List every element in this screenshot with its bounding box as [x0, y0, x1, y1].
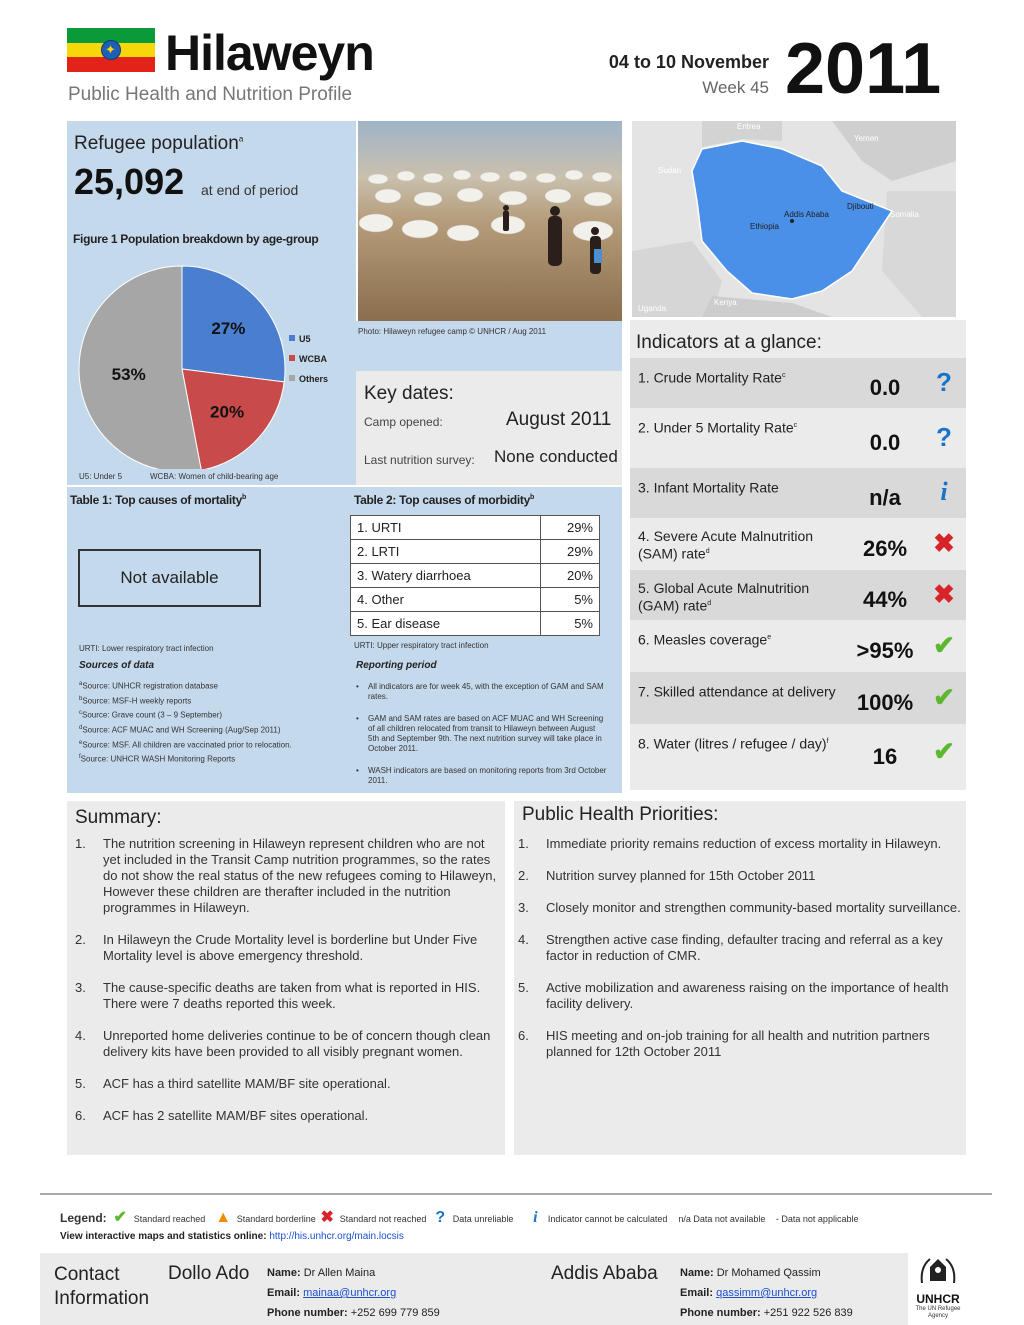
indicator-value: 44% [862, 587, 908, 612]
reporting-year: 2011 [785, 29, 942, 109]
unhcr-logo-text: UNHCR [916, 1292, 960, 1306]
survey-value: None conducted [494, 447, 618, 466]
online-line [60, 1231, 404, 1242]
population-pie-chart [67, 249, 356, 469]
indicator-row [630, 620, 966, 672]
morbidity-footnote: URTI: Upper respiratory tract infection [354, 641, 489, 650]
reporting-item: • WASH indicators are based on monitoring reports from 3rd October 2011. [356, 766, 607, 785]
photo-caption: Photo: Hilaweyn refugee camp © UNHCR / Aug 2011 [358, 327, 547, 336]
camp-photo-illustration [358, 121, 622, 321]
list-item: 1. The nutrition screening in Hilaweyn represent children who are not yet included in the Transit Camp nutrition programmes, so the rates do not show the real status of the new refugees coming to Hilaweyn, However these children are therafter included in the nutrition programmes in Hilaweyn. [75, 836, 497, 915]
source-item: $^a$Source: UNHCR registration database [79, 681, 218, 691]
pie-label-others: 53% [111, 365, 146, 385]
indicator-name: 8. Water (litres / refugee / day)$^f$ [638, 735, 829, 752]
contact-loc2-details: Name: Dr Mohamed Qassim Email: qassimm@unhcr.org Phone number: +251 922 526 839 [680, 1267, 853, 1319]
table-row [351, 540, 600, 564]
footer-divider [40, 1193, 992, 1195]
legend-swatch-u5 [289, 335, 295, 341]
indicator-name: 2. Under 5 Mortality Rate$^c$ [638, 419, 798, 436]
indicator-value: 100% [856, 690, 914, 715]
list-item: 2. In Hilaweyn the Crude Mortality level is borderline but Under Five Mortality level is above emergency threshold. [75, 932, 478, 963]
reporting-item: • All indicators are for week 45, with the exception of GAM and SAM rates. [356, 682, 604, 701]
table-row [351, 612, 600, 636]
region-map-illustration [632, 121, 956, 317]
source-item: $^c$Source: Grave count (3 – 9 September) [79, 710, 223, 720]
page-title: Hilaweyn [165, 25, 374, 81]
indicator-row [630, 408, 966, 468]
map-label-kenya: Kenya [714, 298, 737, 307]
source-item: $^d$Source: ACF MUAC and WH Screening (Aug/Sep 2011) [79, 724, 281, 735]
tables-panel [67, 487, 622, 793]
list-item: 2. Nutrition survey planned for 15th October 2011 [518, 868, 816, 883]
table-row [351, 516, 600, 540]
source-item: $^f$Source: UNHCR WASH Monitoring Reports [79, 754, 236, 764]
unhcr-logo-sub: The UN Refugee Agency [915, 1306, 961, 1319]
photo-caption-panel [356, 321, 622, 371]
morbidity-table-title: Table 2: Top causes of morbidity$^b$ [354, 493, 534, 507]
cross-icon: ✖ [320, 1209, 334, 1226]
ethiopia-flag [67, 28, 155, 72]
info-icon: i [533, 1209, 538, 1226]
indicator-row [630, 672, 966, 724]
legend-swatch-others [289, 375, 295, 381]
morbidity-table [350, 515, 600, 636]
morbidity-cause: 1. URTI [351, 516, 541, 540]
legend-label-wcba: WCBA [299, 354, 327, 364]
source-item: $^b$Source: MSF-H weekly reports [79, 695, 192, 706]
indicator-name: 4. Severe Acute Malnutrition (SAM) rate$^d$ [638, 528, 814, 562]
population-value: 25,092 [74, 161, 185, 202]
question-icon: ? [936, 422, 952, 452]
indicator-row [630, 570, 966, 620]
indicator-value: 0.0 [869, 375, 901, 400]
priorities-panel [514, 801, 966, 1155]
indicator-row [630, 358, 966, 408]
indicator-value: 26% [862, 536, 908, 561]
survey-label: Last nutrition survey: [364, 453, 475, 467]
map-label-addis-ababa: Addis Ababa [784, 210, 829, 219]
ethiopia-map [632, 121, 956, 317]
online-link[interactable]: http://his.unhcr.org/main.locsis [269, 1231, 404, 1242]
population-label: Refugee population$^a$ [74, 133, 244, 154]
sources-list [79, 681, 344, 769]
question-icon: ? [435, 1209, 446, 1226]
morbidity-cause: 5. Ear disease [351, 612, 541, 636]
contact-loc2-email[interactable]: qassimm@unhcr.org [716, 1287, 818, 1299]
list-item: 3. The cause-specific deaths are taken from what is reported in HIS. There were 7 deaths reported this week. [75, 980, 481, 1011]
indicator-name: 5. Global Acute Malnutrition (GAM) rate$^d$ [638, 580, 810, 614]
morbidity-cause: 4. Other [351, 588, 541, 612]
indicator-name: 6. Measles coverage$^e$ [638, 631, 772, 648]
figure-title: Figure 1 Population breakdown by age-group [73, 232, 319, 246]
list-item: 6. HIS meeting and on-job training for all health and nutrition partners planned for 12th October 2011 [518, 1028, 930, 1059]
legend-title: Legend: [60, 1211, 107, 1225]
question-icon: ? [936, 367, 952, 397]
unhcr-logo-icon [918, 1253, 958, 1287]
source-item: $^e$Source: MSF. All children are vaccinated prior to relocation. [79, 739, 292, 750]
morbidity-pct: 29% [541, 540, 600, 564]
reporting-title: Reporting period [356, 660, 437, 671]
reporting-list [356, 682, 608, 798]
indicator-row [630, 724, 966, 780]
table-row [351, 564, 600, 588]
contact-title: Contact Information [54, 1264, 150, 1309]
mortality-not-available: Not available [78, 549, 261, 607]
list-item: 5. ACF has a third satellite MAM/BF site operational. [75, 1076, 391, 1091]
reporting-item: • GAM and SAM rates are based on ACF MUAC and WH Screening of all children relocated from transit to Hilaweyn between August 5th and September 9th. The next nutrition survey will take place in October 2011. [356, 714, 604, 753]
list-item: 4. Strengthen active case finding, defaulter tracing and referral as a key factor in reduction of CMR. [518, 932, 943, 963]
check-icon: ✔ [933, 736, 955, 766]
flag-emblem-icon [101, 40, 121, 60]
table-row [351, 588, 600, 612]
contact-panel [40, 1253, 908, 1325]
priorities-list [518, 836, 962, 1076]
indicator-value: 16 [872, 744, 898, 769]
population-suffix: at end of period [201, 182, 299, 198]
warning-icon: ▲ [215, 1209, 232, 1226]
priorities-title: Public Health Priorities: [522, 804, 719, 825]
map-label-djibouti: Djibouti [847, 202, 874, 211]
indicator-row [630, 518, 966, 570]
morbidity-pct: 5% [541, 612, 600, 636]
mortality-table-title: Table 1: Top causes of mortality$^b$ [70, 493, 246, 507]
indicator-row [630, 468, 966, 518]
map-label-yemen: Yemen [854, 134, 879, 143]
list-item: 4. Unreported home deliveries continue to be of concern though clean delivery kits have been provided to all visibly pregnant women. [75, 1028, 491, 1059]
list-item: 3. Closely monitor and strengthen community-based mortality surveillance. [518, 900, 961, 915]
map-label-eritrea: Eritrea [737, 122, 761, 131]
info-icon: i [940, 477, 948, 506]
contact-loc1: Dollo Ado [168, 1263, 250, 1284]
indicator-value: 0.0 [869, 430, 901, 455]
indicator-name: 1. Crude Mortality Rate$^c$ [638, 369, 786, 386]
indicator-name: 7. Skilled attendance at delivery [638, 683, 836, 700]
check-icon: ✔ [933, 682, 955, 712]
unhcr-logo [908, 1253, 968, 1325]
key-dates-title: Key dates: [364, 383, 454, 404]
camp-opened-value: August 2011 [506, 409, 612, 430]
morbidity-pct: 5% [541, 588, 600, 612]
online-label: View interactive maps and statistics online: [60, 1231, 267, 1242]
legend-swatch-wcba [289, 355, 295, 361]
footnote-u5: U5: Under 5 [79, 472, 123, 481]
list-item: 6. ACF has 2 satellite MAM/BF sites operational. [75, 1108, 369, 1123]
cross-icon: ✖ [933, 579, 955, 609]
pie-label-wcba: 20% [210, 402, 245, 422]
reporting-week: Week 45 [702, 78, 769, 97]
contact-loc2: Addis Ababa [551, 1263, 658, 1284]
contact-loc1-details: Name: Dr Allen Maina Email: mainaa@unhcr.org Phone number: +252 699 779 859 [267, 1267, 440, 1319]
reporting-dates: 04 to 10 November [608, 52, 769, 72]
indicator-name: 3. Infant Mortality Rate [638, 479, 779, 496]
camp-photo [358, 121, 622, 321]
summary-title: Summary: [75, 807, 162, 828]
population-panel [67, 121, 356, 485]
cross-icon: ✖ [933, 528, 955, 558]
summary-list [75, 836, 499, 1140]
mortality-footnote: URTI: Lower respiratory tract infection [79, 644, 214, 653]
indicators-panel [630, 320, 966, 790]
list-item: 1. Immediate priority remains reduction of excess mortality in Hilaweyn. [518, 836, 942, 851]
contact-loc1-email[interactable]: mainaa@unhcr.org [303, 1287, 397, 1299]
map-label-somalia: Somalia [890, 210, 919, 219]
summary-panel [67, 801, 505, 1155]
legend: Legend: ✔ Standard reached ▲ Standard borderline ✖ Standard not reached ? Data unreliable i Indicator cannot be calculated n/a Data not available - Data not applicable [60, 1209, 859, 1226]
indicator-value: >95% [856, 638, 914, 663]
indicator-value: n/a [869, 485, 901, 510]
legend-label-u5: U5 [299, 334, 311, 344]
pie-label-u5: 27% [211, 319, 246, 339]
key-dates-panel [356, 371, 622, 485]
morbidity-pct: 29% [541, 516, 600, 540]
morbidity-cause: 2. LRTI [351, 540, 541, 564]
legend-label-others: Others [299, 374, 329, 384]
indicators-title: Indicators at a glance: [636, 332, 822, 353]
check-icon: ✔ [933, 630, 955, 660]
morbidity-cause: 3. Watery diarrhoea [351, 564, 541, 588]
map-label-sudan: Sudan [658, 166, 682, 175]
sources-title: Sources of data [79, 660, 155, 671]
check-icon: ✔ [113, 1209, 127, 1226]
camp-opened-label: Camp opened: [364, 415, 443, 429]
list-item: 5. Active mobilization and awareness raising on the importance of health facility delivery. [518, 980, 949, 1011]
map-label-uganda: Uganda [638, 304, 667, 313]
footnote-wcba: WCBA: Women of child-bearing age [150, 472, 279, 481]
morbidity-pct: 20% [541, 564, 600, 588]
page-subtitle: Public Health and Nutrition Profile [68, 84, 353, 105]
map-label-ethiopia: Ethiopia [750, 222, 779, 231]
